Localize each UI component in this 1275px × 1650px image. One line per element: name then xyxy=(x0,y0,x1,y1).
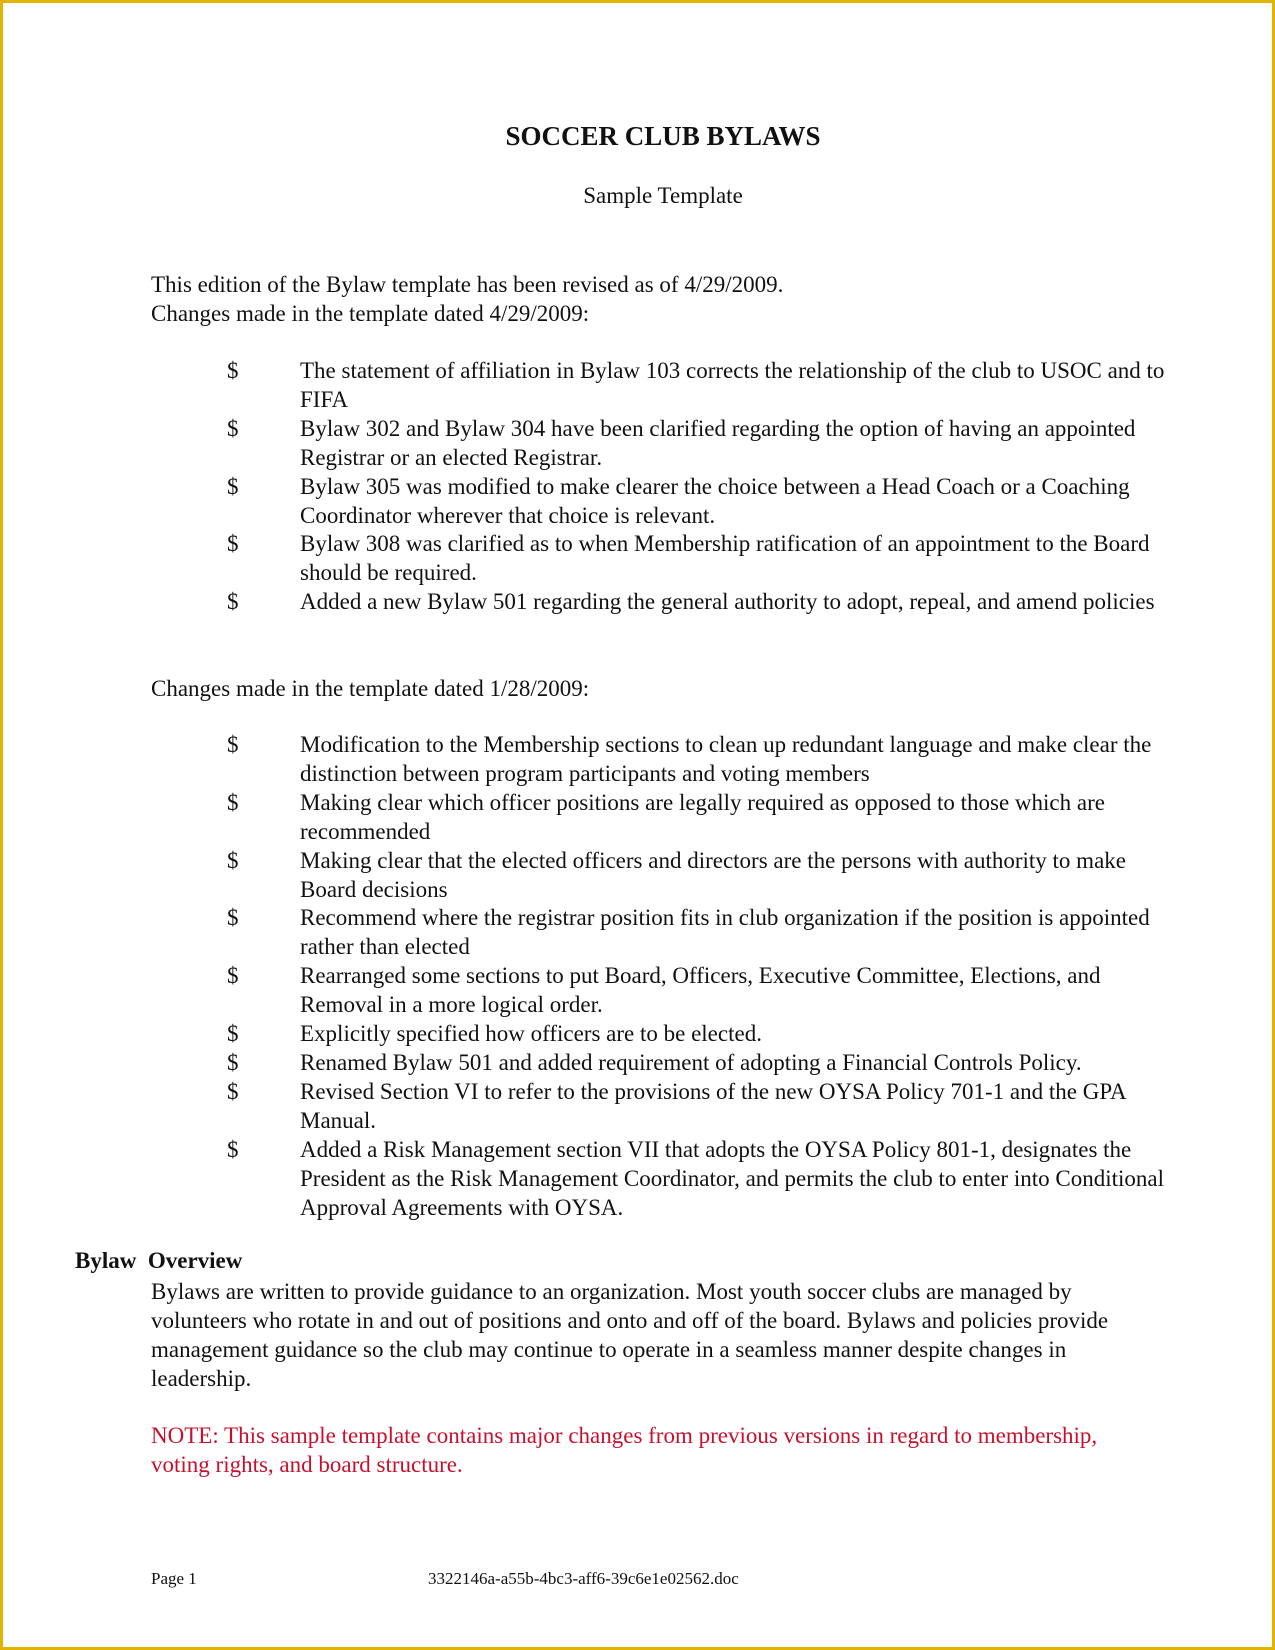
bullet-icon: $ xyxy=(227,1021,239,1046)
overview-heading: Bylaw Overview xyxy=(75,1248,243,1273)
bullet-icon: $ xyxy=(227,1050,239,1075)
footer-page-number: Page 1 xyxy=(151,1569,197,1588)
document-subtitle: Sample Template xyxy=(583,183,743,208)
bullet-icon: $ xyxy=(227,589,239,614)
document-page xyxy=(3,3,1272,1647)
list-item-text: Added a new Bylaw 501 regarding the general authority to adopt, repeal, and amend policies xyxy=(300,589,1155,614)
bullet-icon: $ xyxy=(227,531,239,556)
bullet-icon: $ xyxy=(227,963,239,988)
bullet-icon: $ xyxy=(227,732,239,757)
section-1-heading: Changes made in the template dated 4/29/2009: xyxy=(151,301,590,326)
list-item-text: Bylaw 308 was clarified as to when Membership ratification of an appointment to the Board should be required. xyxy=(300,531,1150,585)
overview-paragraph: Bylaws are written to provide guidance to an organization. Most youth soccer clubs are managed by volunteers who rotate in and out of positions and onto and off of the board. Bylaws and policies provide management guidance so the club may continue to operate in a seamless manner despite changes in leadership. xyxy=(151,1279,1109,1391)
bullet-icon: $ xyxy=(227,1137,239,1162)
list-item-text: Revised Section VI to refer to the provisions of the new OYSA Policy 701-1 and the GPA Manual. xyxy=(300,1079,1126,1133)
document-title: SOCCER CLUB BYLAWS xyxy=(505,121,821,151)
list-item-text: Explicitly specified how officers are to be elected. xyxy=(300,1021,762,1046)
list-item-text: Renamed Bylaw 501 and added requirement of adopting a Financial Controls Policy. xyxy=(300,1050,1082,1075)
list-item-text: Added a Risk Management section VII that adopts the OYSA Policy 801-1, designates the President as the Risk Management Coordinator, and permits the club to enter into Conditional Approval Agreements with OYSA. xyxy=(300,1137,1164,1220)
list-item-text: The statement of affiliation in Bylaw 103 corrects the relationship of the club to USOC and to FIFA xyxy=(300,358,1165,412)
bullet-icon: $ xyxy=(227,358,239,383)
list-item-text: Modification to the Membership sections to clean up redundant language and make clear the distinction between program participants and voting members xyxy=(300,732,1152,786)
bullet-icon: $ xyxy=(227,905,239,930)
revision-statement: This edition of the Bylaw template has been revised as of 4/29/2009. xyxy=(151,272,784,297)
section-2-heading: Changes made in the template dated 1/28/2009: xyxy=(151,676,590,701)
bullet-icon: $ xyxy=(227,848,239,873)
bullet-icon: $ xyxy=(227,790,239,815)
list-item-text: Recommend where the registrar position fits in club organization if the position is appointed rather than elected xyxy=(300,905,1150,959)
bullet-icon: $ xyxy=(227,474,239,499)
bullet-icon: $ xyxy=(227,416,239,441)
bullet-icon: $ xyxy=(227,1079,239,1104)
list-item-text: Bylaw 305 was modified to make clearer the choice between a Head Coach or a Coaching Coordinator wherever that choice is relevant. xyxy=(300,474,1130,528)
list-item-text: Making clear that the elected officers and directors are the persons with authority to make Board decisions xyxy=(300,848,1126,902)
note-paragraph: NOTE: This sample template contains major changes from previous versions in regard to membership, voting rights, and board structure. xyxy=(151,1423,1098,1477)
list-item-text: Rearranged some sections to put Board, Officers, Executive Committee, Elections, and Removal in a more logical order. xyxy=(300,963,1101,1017)
list-item-text: Bylaw 302 and Bylaw 304 have been clarified regarding the option of having an appointed Registrar or an elected Registrar. xyxy=(300,416,1136,470)
list-item-text: Making clear which officer positions are legally required as opposed to those which are recommended xyxy=(300,790,1105,844)
footer-filename: 3322146a-a55b-4bc3-aff6-39c6e1e02562.doc xyxy=(428,1569,739,1588)
